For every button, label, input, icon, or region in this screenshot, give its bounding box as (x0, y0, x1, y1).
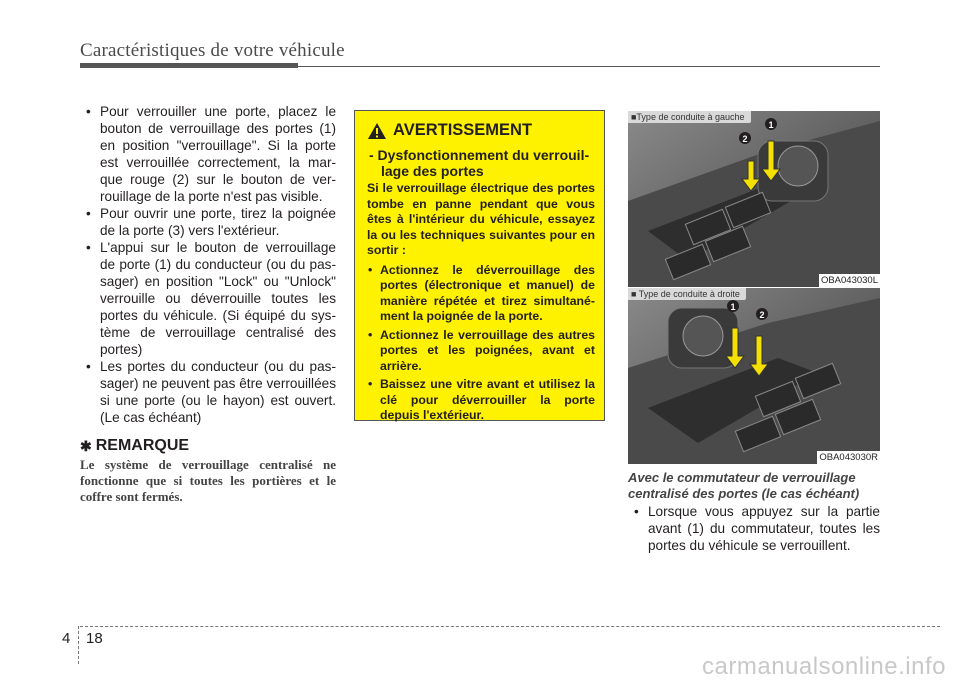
remark-heading (80, 437, 189, 455)
list-item: • Les portes du conducteur (ou du pas-sager) ne peuvent pas être verrouillées si une porte (ou le hayon) est ouvert. (Le cas échéant) (80, 358, 336, 426)
footer-separator (78, 626, 79, 664)
door-panel-illustration (628, 288, 880, 464)
door-panel-illustration (628, 111, 880, 287)
callout-2-label: 2 (759, 310, 765, 320)
list-item: • Actionnez le déverrouillage des portes (électronique et manuel) de manière répétée et tirez simultané-ment la poignée de la porte. (367, 263, 595, 325)
watermark: carmanualsonline.info (702, 653, 946, 680)
warning-subtitle (369, 147, 594, 179)
drive-type-tag: ■ Type de conduite à droite (628, 288, 746, 300)
footer-divider (80, 626, 940, 627)
page-header-title: Caractéristiques de votre véhicule (80, 40, 345, 61)
list-item: • Actionnez le verrouillage des autres portes et les poignées, avant et arrière. (367, 328, 595, 375)
warning-subtitle-line: lage des portes (381, 163, 484, 179)
door-switch-photo-lhd (628, 111, 880, 287)
remark-text: Le système de verrouillage centralisé ne fonctionne que si toutes les portières et le coffre sont fermés. (80, 457, 336, 504)
warning-header (367, 121, 532, 140)
header-rule-thin (298, 66, 880, 67)
warning-intro: Si le verrouillage électrique des portes tombe en panne pendant que vous êtes à l'intérieur du véhicule, essayez la ou les techniques suivantes pour en sortir : (367, 181, 595, 257)
right-body (628, 503, 880, 554)
section-heading (628, 470, 880, 501)
warning-triangle-icon (367, 122, 387, 140)
warning-title: AVERTISSEMENT (393, 121, 533, 139)
callout-1-label: 1 (768, 120, 774, 130)
page-number: 18 (86, 630, 103, 647)
door-switch-photo-rhd (628, 288, 880, 464)
list-item: • Pour ouvrir une porte, tirez la poignée de la porte (3) vers l'extérieur. (80, 205, 336, 239)
section-heading-line: centralisé des portes (le cas échéant) (628, 485, 860, 501)
warning-box (354, 110, 605, 421)
warning-subtitle-line: - Dysfonctionnement du verrouil- (369, 147, 590, 163)
list-item: • Pour verrouiller une porte, placez le bouton de verrouillage des portes (1) en position "verrouillage". Si la porte est verrouillée correctement, la mar-que rouge (2) sur le bouton de ver-rouillage de la porte n'est pas visible. (80, 103, 336, 205)
list-item: • Lorsque vous appuyez sur la partie avant (1) du commutateur, toutes les portes du véhicule se verrouillent. (628, 503, 880, 554)
image-code: OBA043030L (820, 275, 878, 286)
callout-1-label: 1 (730, 302, 736, 312)
section-heading-line: Avec le commutateur de verrouillage (628, 470, 856, 485)
list-item: • Baissez une vitre avant et utilisez la clé pour déverrouiller la porte depuis l'extérieur. (367, 377, 595, 424)
drive-type-tag: ■Type de conduite à gauche (628, 111, 751, 123)
image-code: OBA043030R (819, 452, 878, 463)
list-item: • L'appui sur le bouton de verrouillage de porte (1) du conducteur (ou du pas-sager) en position "Lock" ou "Unlock" verrouille ou déverrouille toutes les portes du véhicule. (Si équipé du sys-tème de verrouillage centralisé des portes) (80, 239, 336, 358)
left-column (80, 103, 336, 426)
instruction-list (80, 103, 336, 426)
asterisk-icon: ✱ (80, 437, 92, 454)
chapter-number: 4 (62, 630, 71, 647)
callout-2-label: 2 (742, 134, 748, 144)
warning-body (367, 181, 595, 427)
remark-title: REMARQUE (95, 437, 190, 454)
header-rule-thick (80, 63, 298, 68)
warning-list (367, 263, 595, 424)
